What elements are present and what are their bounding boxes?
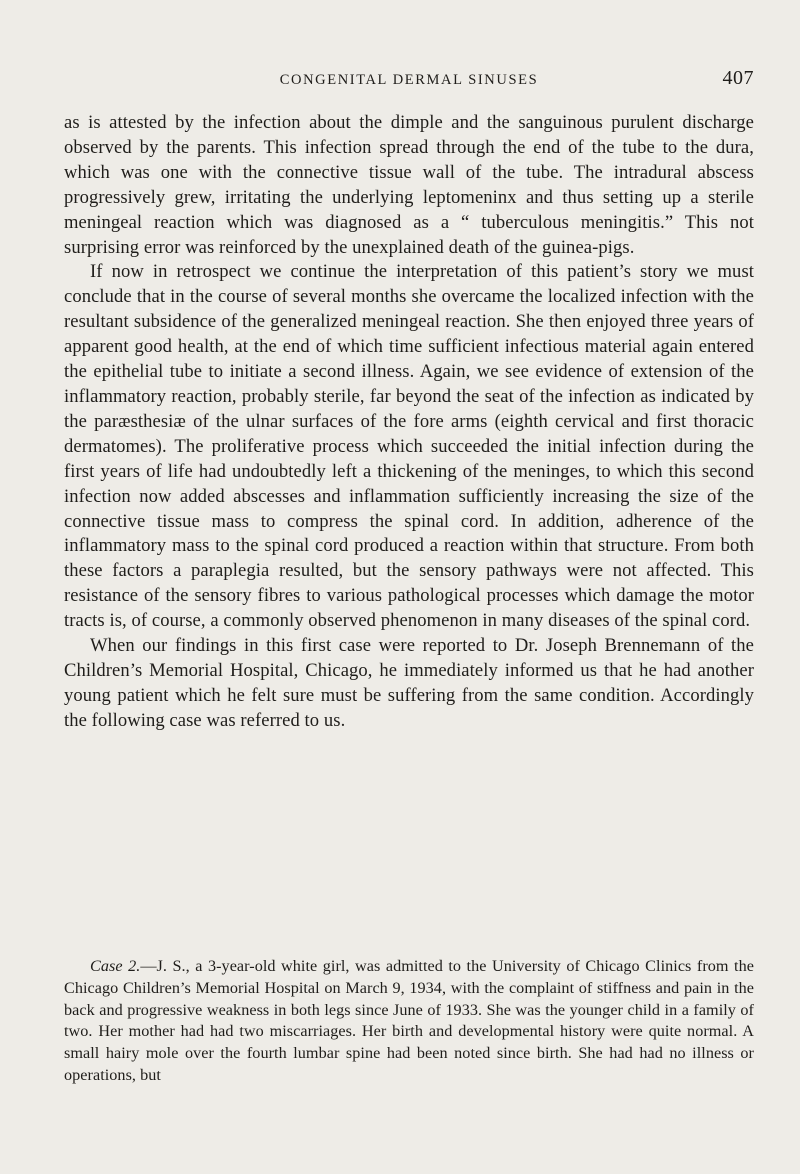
case-paragraph	[64, 956, 754, 1087]
case-body: —J. S., a 3-year-old white girl, was admitted to the University of Chicago Clinics from the Chicago Children’s Memorial Hospital on March 9, 1934, with the complaint of stiffness and pain in the back and progressive weakness in both legs since June of 1933. She was the younger child in a family of two. Her mother had had two miscarriages. Her birth and developmental history were quite normal. A small hairy mole over the fourth lumbar spine had been noted since birth. She had had no illness or operations, but	[64, 957, 754, 1084]
page-number: 407	[722, 67, 754, 89]
running-title: CONGENITAL DERMAL SINUSES	[279, 72, 539, 88]
body-text	[64, 111, 754, 734]
paragraph-3: When our findings in this first case were reported to Dr. Joseph Brennemann of the Children’s Memorial Hospital, Chicago, he immediately informed us that he had another young patient which he felt sure must be suffering from the same condition. Accordingly the following case was referred to us.	[64, 635, 754, 731]
paragraph-2: If now in retrospect we continue the interpretation of this patient’s story we must conclude that in the course of several months she overcame the localized infection with the resultant subsidence of the generalized meningeal reaction. She then enjoyed three years of apparent good health, at the end of which time sufficient infectious material again entered the epithelial tube to initiate a second illness. Again, we see evidence of extension of the inflammatory reaction, probably sterile, far beyond the seat of the infection as indicated by the paræsthesiæ of the ulnar surfaces of the fore arms (eighth cervical and first thoracic dermatomes). The proliferative process which succeeded the initial infection during the first years of life had undoubtedly left a thickening of the meninges, to which this second infection now added abscesses and inflammation sufficiently increasing the size of the connective tissue mass to compress the spinal cord. In addition, adherence of the inflammatory mass to the spinal cord produced a reaction within that structure. From both these factors a paraplegia resulted, but the sensory pathways were not affected. This resistance of the sensory fibres to various pathological processes which damage the motor tracts is, of course, a commonly observed phenomenon in many diseases of the spinal cord.	[64, 261, 754, 632]
case-label: Case 2.	[90, 957, 141, 975]
paragraph-1: as is attested by the infection about the dimple and the sanguinous purulent discharge observed by the parents. This infection spread through the end of the tube to the dura, which was one with the connective tissue wall of the tube. The intradural abscess progressively grew, irritating the underlying leptomeninx and thus setting up a sterile meningeal reaction which was diagnosed as a “ tuberculous meningitis.” This not surprising error was reinforced by the unexplained death of the guinea-pigs.	[64, 112, 754, 258]
case-report	[64, 956, 754, 1087]
running-head	[64, 62, 754, 90]
